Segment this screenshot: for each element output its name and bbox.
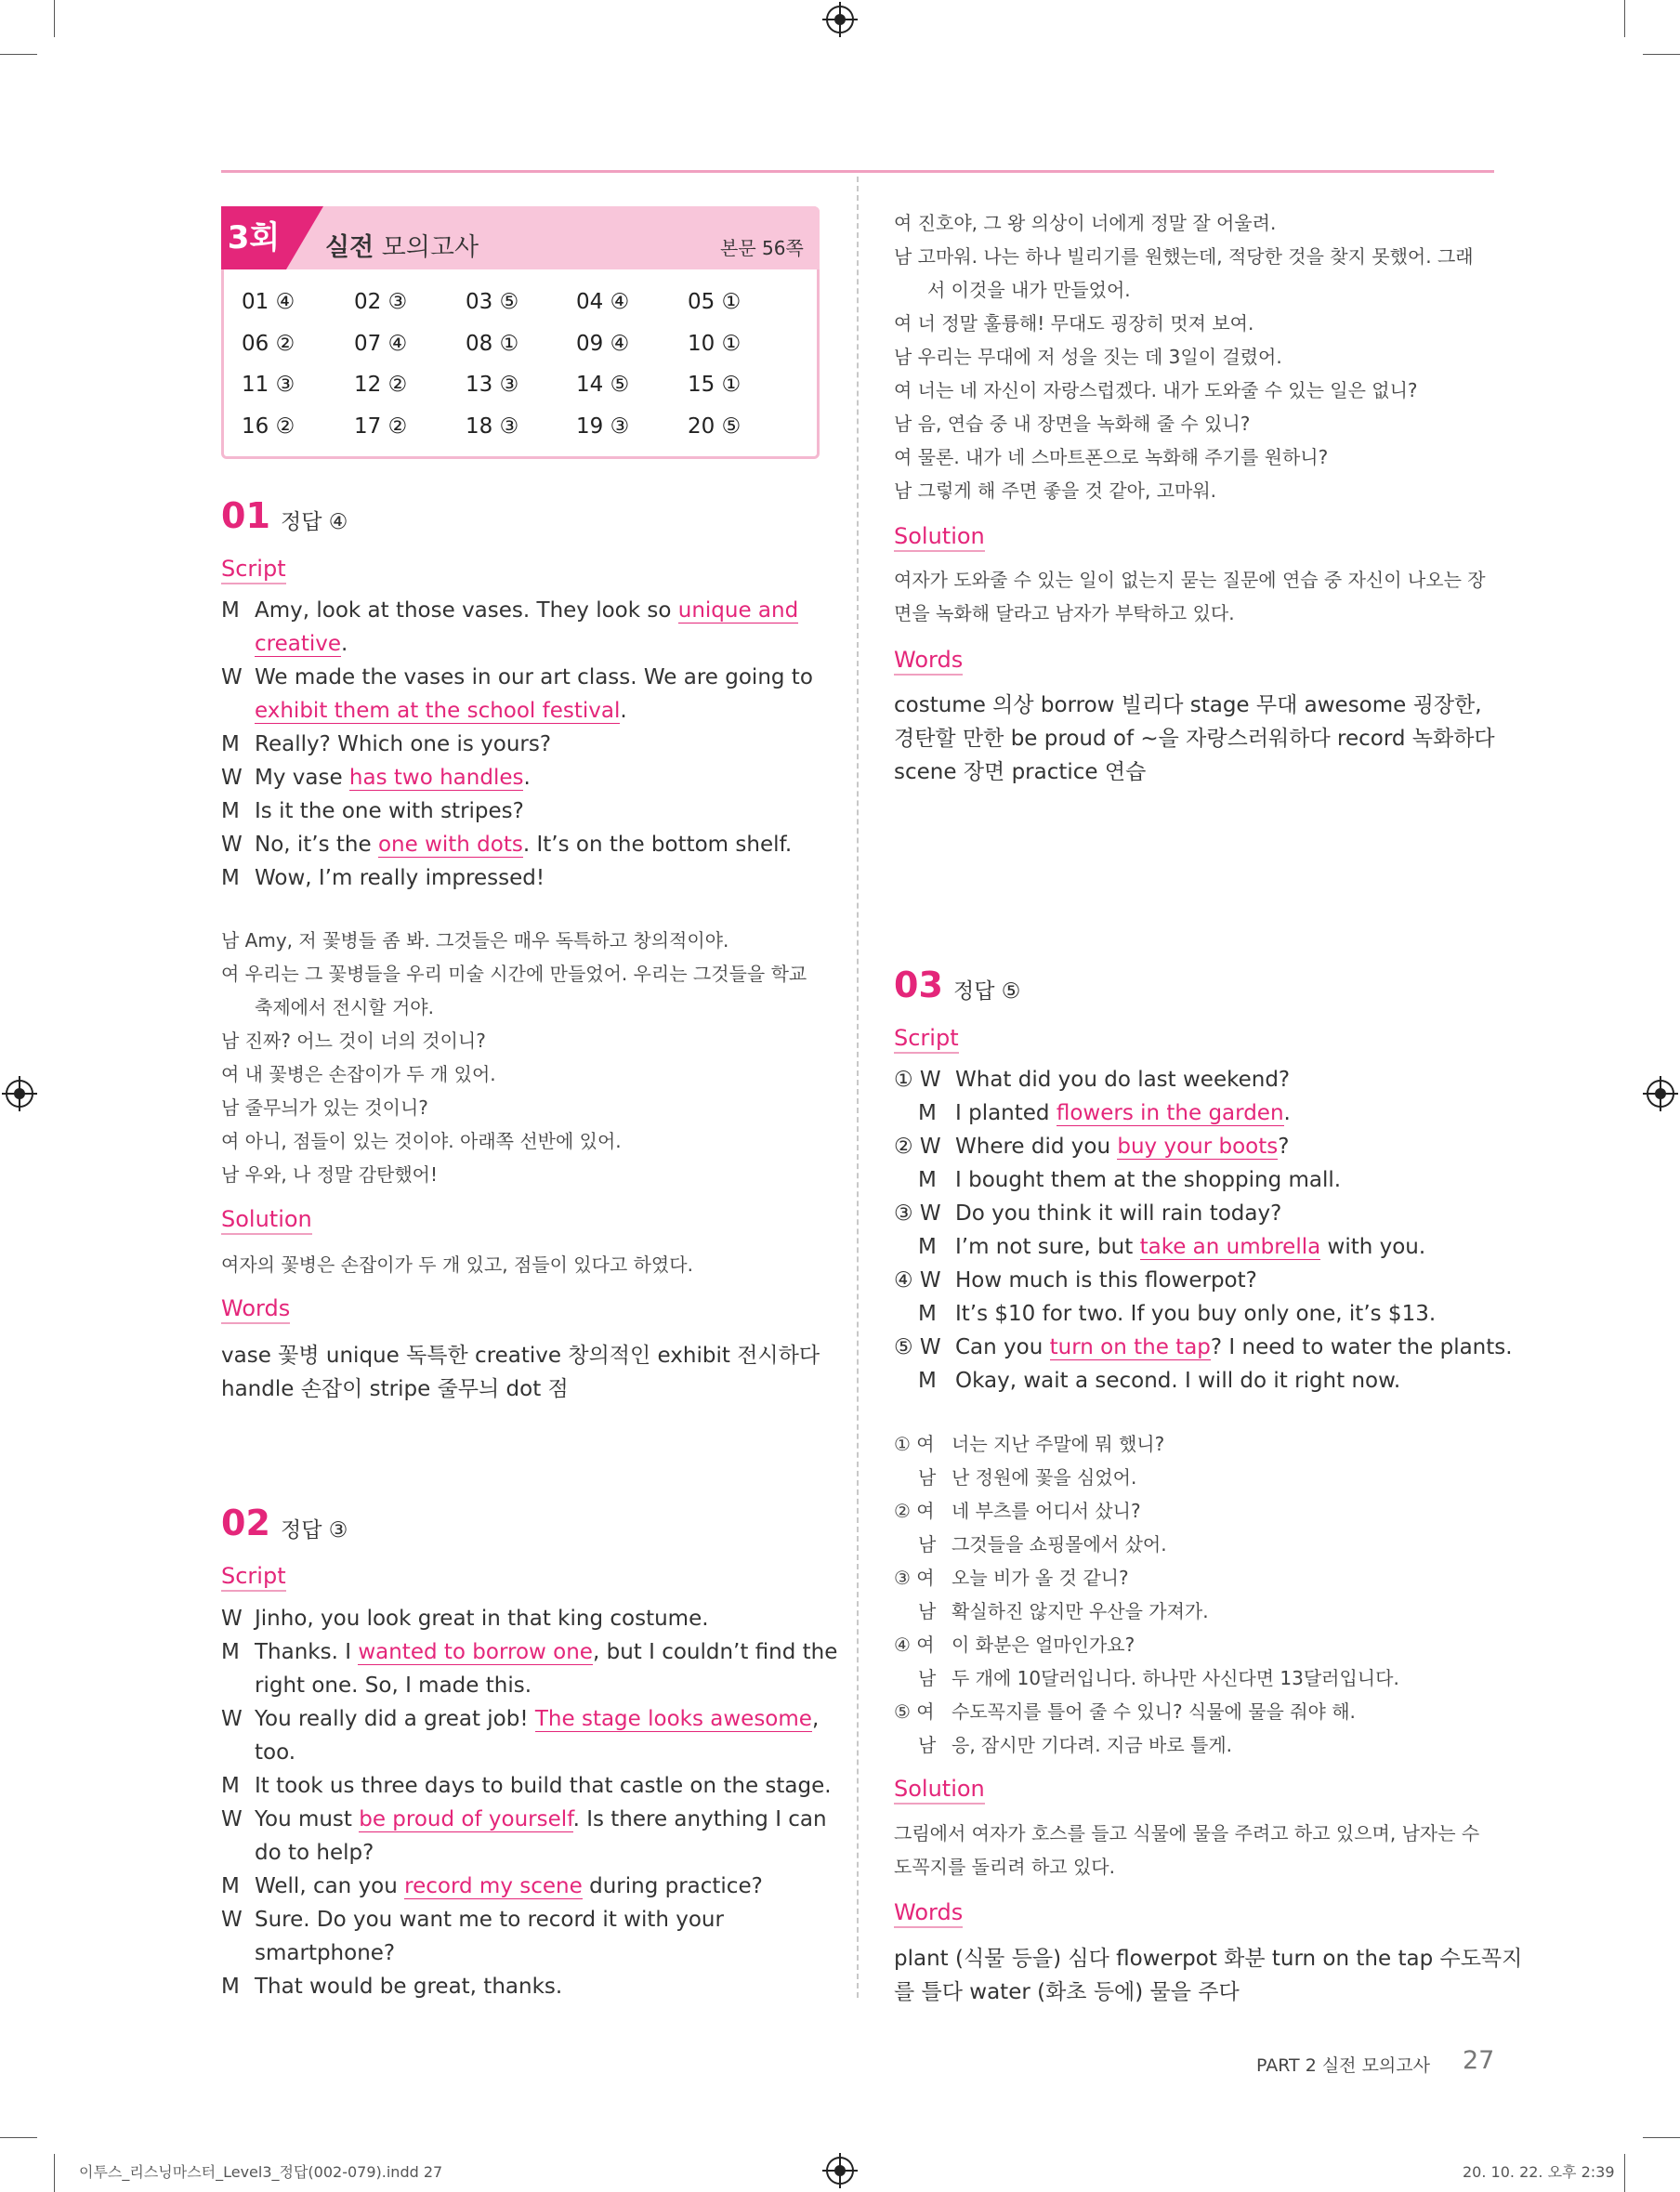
key-phrase-highlight: wanted to borrow one xyxy=(358,1640,593,1664)
speaker-label: M xyxy=(221,1774,240,1798)
script-text xyxy=(955,1101,1291,1125)
speaker-label: M xyxy=(221,866,240,890)
translation-line: 여 우리는 그 꽃병들을 우리 미술 시간에 만들었어. 우리는 그것들을 학교 xyxy=(221,963,807,985)
script-text xyxy=(955,1201,1281,1226)
q02-solution-line: 면을 녹화해 달라고 남자가 부탁하고 있다. xyxy=(894,602,1235,624)
speaker-label: M xyxy=(221,1975,240,1999)
registration-mark-icon xyxy=(826,2157,854,2185)
translation-line: 남 음, 연습 중 내 장면을 녹화해 줄 수 있니? xyxy=(894,413,1251,435)
script-segment: . xyxy=(341,632,348,656)
print-slug-date: 20. 10. 22. 오후 2:39 xyxy=(1463,2163,1615,2181)
speaker-label: M xyxy=(918,1302,937,1326)
translation-line: 남 고마워. 나는 하나 빌리기를 원했는데, 적당한 것을 찾지 못했어. 그래 xyxy=(894,245,1474,268)
script-text xyxy=(955,1068,1290,1092)
q03-solution-line: 그림에서 여자가 호스를 들고 식물에 물을 주려고 하고 있으며, 남자는 수 xyxy=(894,1822,1480,1844)
speaker-label: W xyxy=(221,1607,243,1631)
script-text xyxy=(255,1774,832,1798)
speaker-label: M xyxy=(221,1640,240,1664)
top-rule xyxy=(221,170,1494,173)
script-segment: It’s $10 for two. If you buy only one, it’s $13. xyxy=(955,1302,1437,1326)
translation-line: 남 우리는 무대에 저 성을 짓는 데 3일이 걸렸어. xyxy=(894,346,1282,368)
script-text xyxy=(255,1640,837,1664)
script-segment: Jinho, you look great in that king costume. xyxy=(255,1607,709,1631)
script-text xyxy=(255,732,551,756)
q03-words-line: 를 틀다 water (화초 등에) 물을 주다 xyxy=(894,1980,1240,2004)
registration-mark-icon xyxy=(6,1080,33,1108)
registration-mark-icon xyxy=(826,6,854,33)
speaker-label: ③ W xyxy=(894,1201,941,1226)
script-segment: Sure. Do you want me to record it with your xyxy=(255,1908,724,1932)
script-text xyxy=(955,1135,1289,1159)
script-text xyxy=(255,699,627,723)
script-segment: Where did you xyxy=(955,1135,1118,1159)
script-text xyxy=(255,1674,532,1698)
script-segment: I planted xyxy=(955,1101,1057,1125)
key-phrase-highlight: creative xyxy=(255,632,342,656)
print-slug-file: 이투스_리스닝마스터_Level3_정답(002-079).indd 27 xyxy=(79,2163,443,2181)
translation-text: 난 정원에 꽃을 심었어. xyxy=(952,1466,1137,1489)
speaker-label: W xyxy=(221,665,243,689)
script-segment: I bought them at the shopping mall. xyxy=(955,1168,1342,1192)
speaker-label: 남 xyxy=(918,1533,937,1555)
speaker-label: ① 여 xyxy=(894,1433,935,1455)
script-segment: No, it’s the xyxy=(255,833,378,857)
translation-text: 응, 잠시만 기다려. 지금 바로 틀게. xyxy=(952,1734,1233,1756)
translation-line: 여 진호야, 그 왕 의상이 너에게 정말 잘 어울려. xyxy=(894,212,1277,234)
crop-mark xyxy=(0,54,37,55)
answer-item: 06 ② xyxy=(242,331,295,356)
answer-key-title: 실전 모의고사 xyxy=(325,233,479,262)
script-segment: during practice? xyxy=(582,1874,763,1898)
script-text xyxy=(255,1740,295,1765)
answer-item: 16 ② xyxy=(242,413,295,439)
key-phrase-highlight: has two handles xyxy=(348,766,524,790)
q01-solution: 여자의 꽃병은 손잡이가 두 개 있고, 점들이 있다고 하였다. xyxy=(221,1254,693,1276)
speaker-label: W xyxy=(221,766,243,790)
question-answer: 정답 ⑤ xyxy=(953,979,1021,1004)
script-heading: Script xyxy=(221,1563,286,1592)
script-segment: You really did a great job! xyxy=(255,1707,535,1731)
crop-mark xyxy=(1643,54,1680,55)
script-segment: ? xyxy=(1278,1135,1290,1159)
script-segment: too. xyxy=(255,1740,296,1765)
script-segment: . xyxy=(523,766,531,790)
speaker-label: M xyxy=(918,1235,937,1259)
key-phrase-highlight: be proud of yourself xyxy=(359,1807,573,1831)
crop-mark xyxy=(1643,2137,1680,2138)
script-text xyxy=(255,1607,709,1631)
crop-mark xyxy=(54,0,55,37)
script-text xyxy=(955,1335,1513,1359)
answer-item: 10 ① xyxy=(688,331,742,356)
translation-line: 남 진짜? 어느 것이 너의 것이니? xyxy=(221,1030,486,1052)
script-segment: Amy, look at those vases. They look so xyxy=(255,598,678,623)
script-segment: Do you think it will rain today? xyxy=(955,1201,1282,1226)
answer-item: 12 ② xyxy=(354,373,408,397)
script-segment: We made the vases in our art class. We are going to xyxy=(255,665,813,689)
speaker-label: 남 xyxy=(918,1466,937,1489)
script-text xyxy=(255,866,545,890)
script-text xyxy=(255,1941,395,1965)
test-badge: 3회 xyxy=(221,206,286,269)
translation-text: 너는 지난 주말에 뭐 했니? xyxy=(952,1433,1165,1455)
speaker-label: ④ W xyxy=(894,1268,941,1293)
script-segment: Okay, wait a second. I will do it right now. xyxy=(955,1369,1401,1393)
badge-notch xyxy=(286,206,323,269)
speaker-label: W xyxy=(221,1707,243,1731)
key-phrase-highlight: take an umbrella xyxy=(1139,1235,1321,1259)
script-segment: I’m not sure, but xyxy=(955,1235,1140,1259)
answer-item: 15 ① xyxy=(688,373,742,397)
question-answer: 정답 ③ xyxy=(281,1518,348,1542)
speaker-label: M xyxy=(918,1369,937,1393)
q03-solution-line: 도꼭지를 돌리려 하고 있다. xyxy=(894,1856,1115,1878)
crop-mark xyxy=(0,2137,37,2138)
speaker-label: 남 xyxy=(918,1600,937,1622)
q01-words-line: handle 손잡이 stripe 줄무늬 dot 점 xyxy=(221,1377,569,1401)
column-divider xyxy=(857,177,859,1998)
question-answer: 정답 ④ xyxy=(281,510,348,534)
script-segment: How much is this flowerpot? xyxy=(955,1268,1257,1293)
translation-text: 수도꼭지를 틀어 줄 수 있니? 식물에 물을 줘야 해. xyxy=(952,1700,1356,1723)
answer-item: 09 ④ xyxy=(576,331,630,356)
script-text xyxy=(255,1874,763,1898)
key-phrase-highlight: flowers in the garden xyxy=(1056,1101,1284,1125)
translation-line: 남 Amy, 저 꽃병들 좀 봐. 그것들은 매우 독특하고 창의적이야. xyxy=(221,929,729,952)
script-text xyxy=(255,1807,827,1831)
script-segment: What did you do last weekend? xyxy=(955,1068,1291,1092)
script-segment: Thanks. I xyxy=(255,1640,359,1664)
speaker-label: ⑤ W xyxy=(894,1335,941,1359)
question-number: 02 xyxy=(221,1503,270,1543)
translation-line: 여 물론. 내가 네 스마트폰으로 녹화해 주기를 원하니? xyxy=(894,446,1329,468)
answer-item: 08 ① xyxy=(466,331,519,356)
speaker-label: 남 xyxy=(918,1734,937,1756)
answer-item: 07 ④ xyxy=(354,331,408,356)
page-number: 27 xyxy=(1463,2046,1495,2075)
key-phrase-highlight: The stage looks awesome xyxy=(534,1707,812,1731)
translation-text: 그것들을 쇼핑몰에서 샀어. xyxy=(952,1533,1167,1555)
translation-line: 남 줄무늬가 있는 것이니? xyxy=(221,1096,428,1119)
key-phrase-highlight: turn on the tap xyxy=(1049,1335,1211,1359)
script-segment: My vase xyxy=(255,766,349,790)
script-segment: with you. xyxy=(1320,1235,1426,1259)
script-segment: smartphone? xyxy=(255,1941,396,1965)
translation-text: 오늘 비가 올 것 같니? xyxy=(952,1567,1129,1589)
script-text xyxy=(955,1168,1341,1192)
key-phrase-highlight: one with dots xyxy=(377,833,523,857)
script-segment: . Is there anything I can xyxy=(572,1807,827,1831)
words-heading: Words xyxy=(221,1295,290,1324)
speaker-label: 남 xyxy=(918,1667,937,1689)
script-segment: . It’s on the bottom shelf. xyxy=(522,833,793,857)
script-segment: Really? Which one is yours? xyxy=(255,732,552,756)
translation-text: 이 화분은 얼마인가요? xyxy=(952,1634,1135,1656)
answer-item: 01 ④ xyxy=(242,290,295,314)
speaker-label: ① W xyxy=(894,1068,941,1092)
speaker-label: M xyxy=(221,1874,240,1898)
speaker-label: ② 여 xyxy=(894,1500,935,1522)
solution-heading: Solution xyxy=(221,1206,312,1235)
script-text xyxy=(255,833,792,857)
script-segment: do to help? xyxy=(255,1841,374,1865)
translation-line: 여 너는 네 자신이 자랑스럽겠다. 내가 도와줄 수 있는 일은 없니? xyxy=(894,379,1418,401)
page-reference: 본문 56쪽 xyxy=(720,237,804,259)
script-segment: . xyxy=(620,699,627,723)
speaker-label: M xyxy=(221,799,240,823)
question-number: 03 xyxy=(894,965,943,1005)
key-phrase-highlight: buy your boots xyxy=(1117,1135,1279,1159)
speaker-label: M xyxy=(918,1168,937,1192)
q02-words-line: costume 의상 borrow 빌리다 stage 무대 awesome 굉장한, xyxy=(894,693,1482,717)
script-text xyxy=(255,632,348,656)
translation-text: 두 개에 10달러입니다. 하나만 사신다면 13달러입니다. xyxy=(952,1667,1399,1689)
answer-item: 03 ⑤ xyxy=(466,290,519,314)
script-segment: right one. So, I made this. xyxy=(255,1674,532,1698)
words-heading: Words xyxy=(894,647,963,676)
script-text xyxy=(955,1268,1257,1293)
translation-line: 남 그렇게 해 주면 좋을 것 같아, 고마워. xyxy=(894,479,1217,502)
key-phrase-highlight: record my scene xyxy=(404,1874,583,1898)
crop-mark xyxy=(1624,2154,1625,2192)
script-segment: That would be great, thanks. xyxy=(255,1975,563,1999)
translation-line: 여 내 꽃병은 손잡이가 두 개 있어. xyxy=(221,1063,496,1085)
translation-line: 서 이것을 내가 만들었어. xyxy=(927,279,1131,301)
script-heading: Script xyxy=(894,1025,959,1054)
script-text xyxy=(255,799,524,823)
script-text xyxy=(955,1369,1400,1393)
answer-item: 02 ③ xyxy=(354,290,408,314)
speaker-label: M xyxy=(918,1101,937,1125)
script-text xyxy=(255,1975,562,1999)
script-text xyxy=(255,766,531,790)
q02-words-line: scene 장면 practice 연습 xyxy=(894,760,1147,784)
answer-item: 05 ① xyxy=(688,290,742,314)
script-segment: You must xyxy=(255,1807,360,1831)
question-number: 01 xyxy=(221,495,270,536)
solution-heading: Solution xyxy=(894,523,985,552)
speaker-label: ③ 여 xyxy=(894,1567,935,1589)
script-heading: Script xyxy=(221,556,286,584)
script-text xyxy=(255,1908,724,1932)
script-text xyxy=(255,1841,374,1865)
translation-line: 여 너 정말 훌륭해! 무대도 굉장히 멋져 보여. xyxy=(894,312,1254,335)
answer-item: 17 ② xyxy=(354,413,408,439)
script-text xyxy=(955,1302,1436,1326)
speaker-label: ⑤ 여 xyxy=(894,1700,935,1723)
script-segment: Wow, I’m really impressed! xyxy=(255,866,545,890)
translation-line: 여 아니, 점들이 있는 것이야. 아래쪽 선반에 있어. xyxy=(221,1130,622,1152)
speaker-label: M xyxy=(221,598,240,623)
script-text xyxy=(255,598,798,623)
script-segment: Well, can you xyxy=(255,1874,405,1898)
script-segment: It took us three days to build that castle on the stage. xyxy=(255,1774,832,1798)
translation-text: 확실하진 않지만 우산을 가져가. xyxy=(952,1600,1209,1622)
key-phrase-highlight: unique and xyxy=(677,598,799,623)
speaker-label: ④ 여 xyxy=(894,1634,935,1656)
script-segment: , xyxy=(811,1707,820,1731)
registration-mark-icon xyxy=(1647,1080,1674,1108)
answer-item: 20 ⑤ xyxy=(688,413,742,439)
crop-mark xyxy=(54,2154,55,2192)
words-heading: Words xyxy=(894,1899,963,1928)
script-segment: Can you xyxy=(955,1335,1050,1359)
script-text xyxy=(255,665,813,689)
speaker-label: M xyxy=(221,732,240,756)
script-segment: ? I need to water the plants. xyxy=(1210,1335,1513,1359)
answer-item: 19 ③ xyxy=(576,413,630,439)
script-segment: , but I couldn’t find the xyxy=(592,1640,838,1664)
script-text xyxy=(955,1235,1425,1259)
key-phrase-highlight: exhibit them at the school festival xyxy=(255,699,621,723)
script-text xyxy=(255,1707,819,1731)
q02-solution-line: 여자가 도와줄 수 있는 일이 없는지 묻는 질문에 연습 중 자신이 나오는 장 xyxy=(894,569,1486,591)
answer-item: 18 ③ xyxy=(466,413,519,439)
translation-text: 네 부츠를 어디서 샀니? xyxy=(952,1500,1141,1522)
answer-item: 14 ⑤ xyxy=(576,373,630,397)
translation-line: 남 우와, 나 정말 감탄했어! xyxy=(221,1163,439,1186)
speaker-label: W xyxy=(221,833,243,857)
speaker-label: W xyxy=(221,1807,243,1831)
footer-section-title: PART 2 실전 모의고사 xyxy=(1256,2055,1430,2076)
q02-words-line: 경탄할 만한 be proud of ~을 자랑스러워하다 record 녹화하다 xyxy=(894,727,1495,751)
answer-item: 11 ③ xyxy=(242,373,295,397)
answer-item: 13 ③ xyxy=(466,373,519,397)
script-segment: Is it the one with stripes? xyxy=(255,799,524,823)
q03-words-line: plant (식물 등을) 심다 flowerpot 화분 turn on the tap 수도꼭지 xyxy=(894,1947,1523,1971)
crop-mark xyxy=(1624,0,1625,37)
answer-item: 04 ④ xyxy=(576,290,630,314)
speaker-label: ② W xyxy=(894,1135,941,1159)
speaker-label: W xyxy=(221,1908,243,1932)
q01-words-line: vase 꽃병 unique 독특한 creative 창의적인 exhibit 전시하다 xyxy=(221,1344,820,1368)
translation-line: 축제에서 전시할 거야. xyxy=(255,996,434,1018)
script-segment: . xyxy=(1283,1101,1291,1125)
solution-heading: Solution xyxy=(894,1776,985,1805)
